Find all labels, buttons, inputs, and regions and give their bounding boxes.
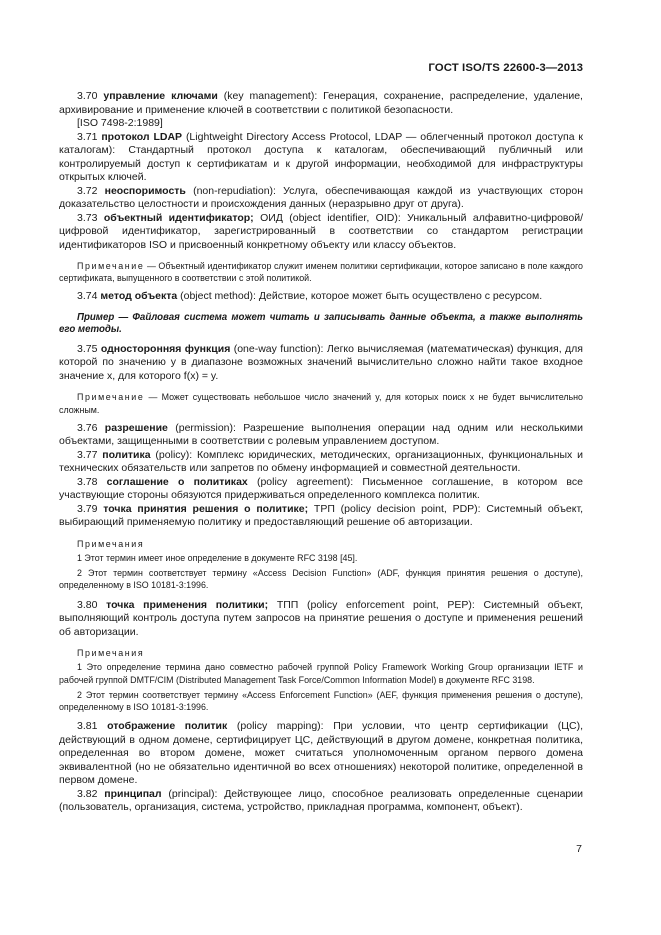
term: разрешение: [104, 421, 168, 434]
term: управление ключами: [103, 90, 218, 102]
page-number: 7: [576, 843, 582, 855]
entry-3-78: 3.78 соглашение о политиках (policy agreement): Письменное соглашение, в котором все участвующие стороны обязуются придерживаться определенного комплекса политик.: [59, 475, 583, 502]
note-3-79-item-1: 1 Этот термин имеет иное определение в документе RFC 3198 [45].: [77, 553, 358, 564]
term: неоспоримость: [104, 184, 186, 197]
notes-3-79-title: Примечания: [77, 538, 145, 549]
term: точка принятия решения о политике;: [103, 502, 314, 515]
term: соглашение о политиках: [106, 475, 248, 488]
term: метод объекта: [100, 290, 178, 303]
note-3-73: Примечание — Объектный идентификатор служит именем политики сертификации, которое записано в поле каждого сертификата, выпущенного в соответствии с этой политикой.: [59, 261, 583, 284]
entry-3-70: 3.70 управление ключами (key management): Генерация, сохранение, распределение, удаление, архивирование и применение ключей в соответствии с политикой безопасности.: [59, 90, 583, 116]
term: односторонняя функция: [100, 342, 231, 355]
entry-3-82: 3.82 принципал (principal): Действующее лицо, способное реализовать определенные сценарии (пользователь, организация, система, устройство, прикладная программа, компонент, объект).: [59, 787, 584, 814]
term: протокол LDAP: [101, 130, 183, 143]
entry-3-75: 3.75 односторонняя функция (one-way function): Легко вычисляемая (математическая) функция, для которой по значению y в диапазоне возможных значений вычислительно сложно найти такое входное значение x, для которого f(x) = y.: [59, 342, 583, 382]
entry-3-70-reference: [ISO 7498-2:1989]: [77, 117, 163, 129]
note-3-75: Примечание — Может существовать небольшое число значений y, для которых поиск x не будет вычислительно сложным.: [59, 392, 583, 415]
entry-3-80: 3.80 точка применения политики; ТПП (policy enforcement point, PEP): Системный объект, выполняющий контроль доступа путем запросов на принятие решения о доступе и применения решений об авторизации.: [59, 598, 583, 638]
entry-3-76: 3.76 разрешение (permission): Разрешение выполнения операции над одним или несколькими объектами, защищенными в соответствии с ролевым управлением доступом.: [59, 421, 583, 448]
term: политика: [102, 448, 151, 461]
entry-3-72: 3.72 неоспоримость (non-repudiation): Услуга, обеспечивающая каждой из участвующих сторон доказательство целостности и происхождения данных (неразрывно друг от друга).: [59, 184, 583, 210]
term: отображение политик: [107, 720, 228, 733]
entry-3-79: 3.79 точка принятия решения о политике; ТРП (policy decision point, PDP): Системный объект, выбирающий применяемую политику и предоставляющий решение об авторизации.: [59, 502, 584, 529]
entry-3-73: 3.73 объектный идентификатор; ОИД (object identifier, OID): Уникальный алфавитно-цифровой/цифровой идентификатор, зарегистрированный в соответствии со стандартом регистрации идентификаторов ISO и присвоенный конкретному объекту или классу объектов.: [59, 211, 584, 251]
example-3-74: Пример — Файловая система может читать и записывать данные объекта, а также выполнять его методы.: [59, 311, 583, 336]
note-3-79-item-2: 2 Этот термин соответствует термину «Access Decision Function» (ADF, функция принятия решения о доступе), определенному в ISO 10181-3:1996.: [59, 568, 583, 591]
entry-3-74: 3.74 метод объекта (object method): Действие, которое может быть осуществлено с ресурсом.: [77, 290, 543, 303]
note-3-80-item-1: 1 Это определение термина дано совместно рабочей группой Policy Framework Working Group организации IETF и рабочей группой DMTF/CIM (Distributed Management Task Force/Common Information Model) в документе RFC 3198.: [59, 662, 583, 685]
entry-3-77: 3.77 политика (policy): Комплекс юридических, методических, организационных, функциональных и технических обязательств или запретов по обмену информацией и совместной деятельности.: [59, 448, 583, 475]
term: точка применения политики;: [106, 598, 277, 611]
note-3-80-item-2: 2 Этот термин соответствует термину «Access Enforcement Function» (AEF, функция применения решения о доступе), определенному в ISO 10181-3:1996.: [59, 689, 583, 712]
entry-3-71: 3.71 протокол LDAP (Lightweight Directory Access Protocol, LDAP — облегченный протокол доступа к каталогам): Стандартный протокол доступа к каталогам, обеспечивающий публичный или контролируемый доступ к сертификатам и к другой информации, необходимой для инфраструктуры открытых ключей.: [59, 130, 584, 183]
page-content: [59, 90, 583, 815]
entry-3-81: 3.81 отображение политик (policy mapping): При условии, что центр сертификации (ЦС), действующий в одном домене, сертифицирует ЦС, действующий в другом домене, конкретная политика, определенная во втором домене, может считаться уполномоченным органом первого домена эквивалентной (но не обязательно идентичной во всех отношениях) некоторой политике, определенной в первом домене.: [59, 720, 584, 787]
page-header-standard-id: ГОСТ ISO/TS 22600-3—2013: [428, 62, 583, 74]
term: объектный идентификатор;: [103, 211, 261, 224]
term: принципал: [104, 787, 162, 800]
notes-3-80-title: Примечания: [77, 648, 145, 659]
